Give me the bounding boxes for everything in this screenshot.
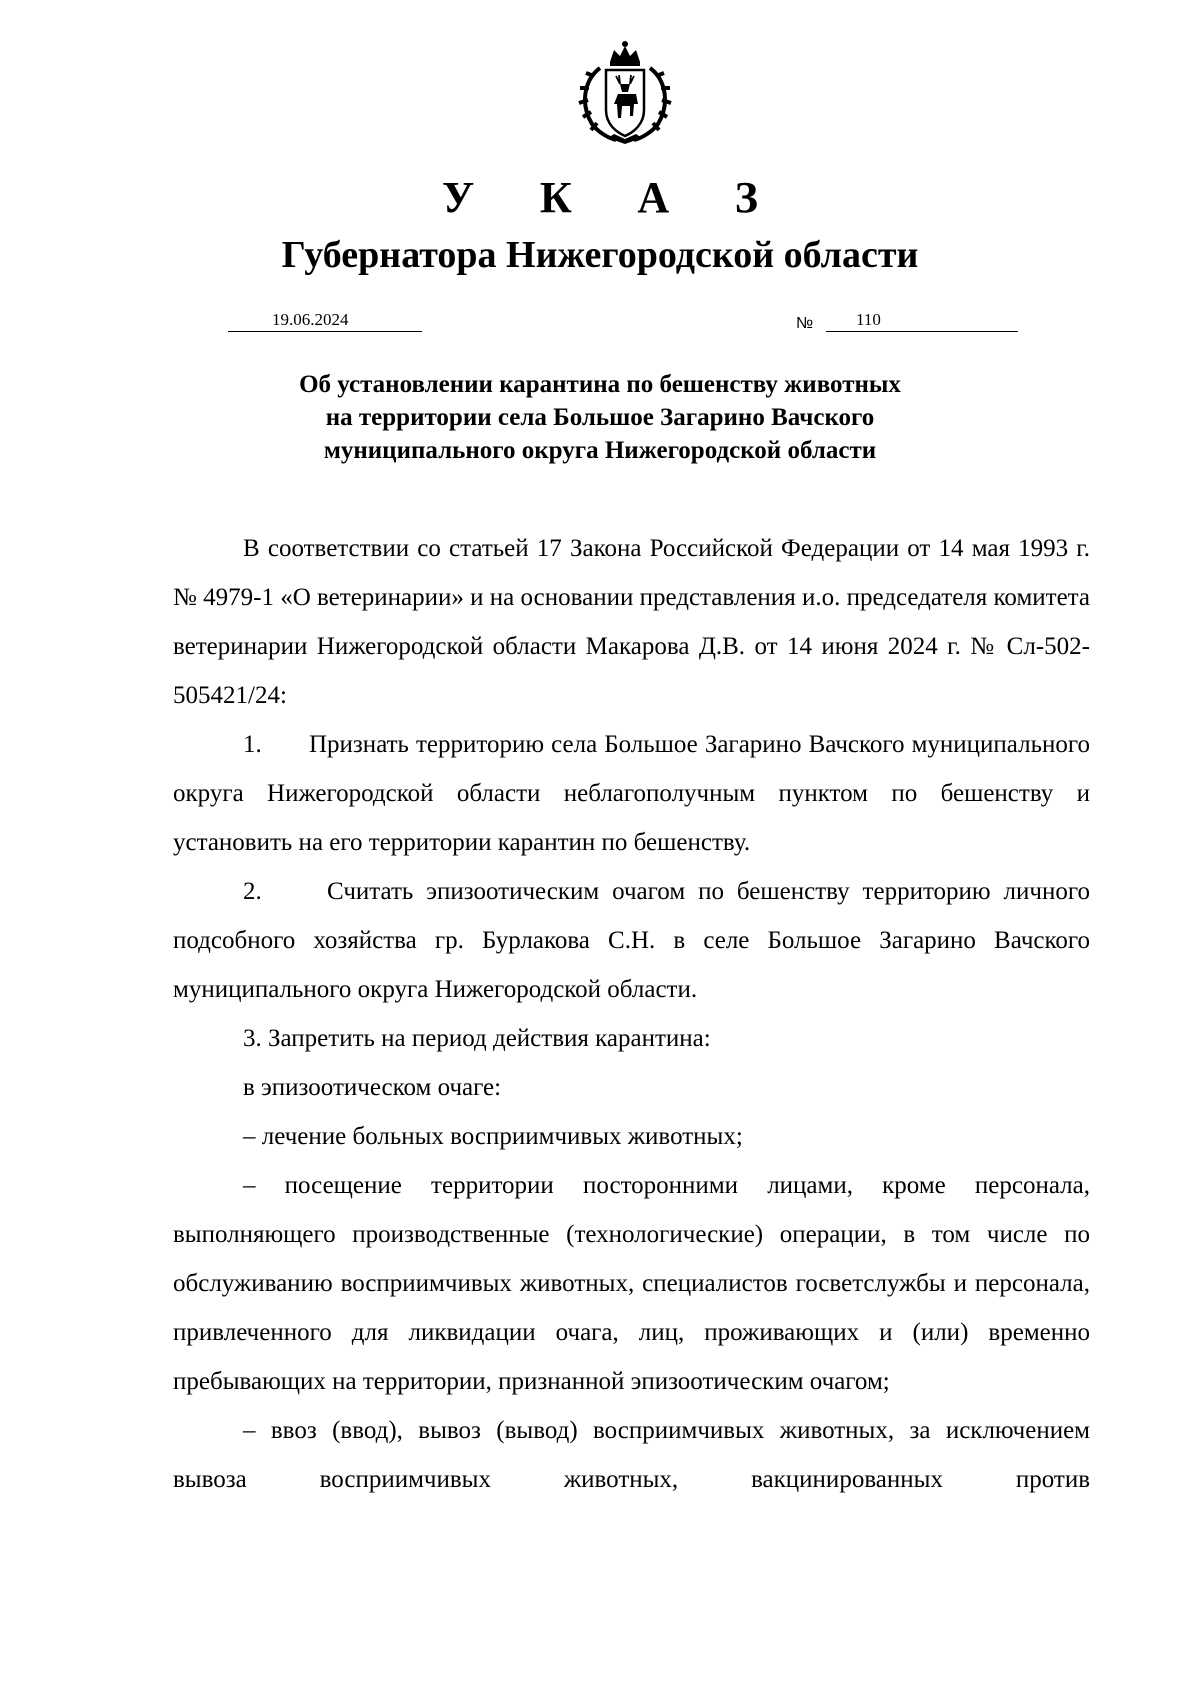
- focus-intro: в эпизоотическом очаге:: [243, 1074, 502, 1101]
- decree-heading: [0, 368, 1200, 467]
- nizhny-novgorod-coat-of-arms-icon: [570, 40, 680, 146]
- ban-item: – лечение больных восприимчивых животных;: [243, 1123, 743, 1150]
- heading-line: муниципального округа Нижегородской области: [323, 437, 877, 464]
- item-1-number: 1.: [243, 731, 262, 758]
- document-title: У К А З: [442, 173, 786, 222]
- number-label: №: [796, 315, 814, 332]
- decree-body: [173, 524, 1090, 1504]
- decree-number: 110: [826, 310, 1018, 332]
- ban-item: – ввоз (ввод), вывоз (вывод) восприимчивых животных, за исключением вывоза восприимчивых животных, вакцинированных против: [173, 1417, 1090, 1493]
- item-2-number: 2.: [243, 878, 262, 905]
- ban-item: – посещение территории посторонними лицами, кроме персонала, выполняющего производственные (технологические) операции, в том числе по обслуживанию восприимчивых животных, специалистов госветслужбы и персонала, привлеченного для ликвидации очага, лиц, проживающих и (или) временно пребывающих на территории, признанной эпизоотическим очагом;: [173, 1172, 1090, 1395]
- item-2-paragraph: [173, 867, 1090, 1014]
- item-2-text: Считать эпизоотическим очагом по бешенству территорию личного подсобного хозяйства гр. Бурлакова С.Н. в селе Большое Загарино Вачского муниципального округа Нижегородской области.: [173, 878, 1090, 1003]
- document-subtitle: Губернатора Нижегородской области: [281, 234, 919, 276]
- item-3-paragraph: 3. Запретить на период действия карантина:: [243, 1025, 711, 1052]
- decree-date: 19.06.2024: [228, 310, 422, 332]
- item-1-paragraph: [173, 720, 1090, 867]
- preamble-paragraph: В соответствии со статьей 17 Закона Российской Федерации от 14 мая 1993 г. № 4979-1 «О ветеринарии» и на основании представления и.о. председателя комитета ветеринарии Нижегородской области Макарова Д.В. от 14 июня 2024 г. № Сл-502-505421/24:: [173, 535, 1090, 709]
- heading-line: Об установлении карантина по бешенству животных: [299, 371, 901, 398]
- heading-line: на территории села Большое Загарино Вачского: [325, 404, 875, 431]
- item-1-text: Признать территорию села Большое Загарино Вачского муниципального округа Нижегородской области неблагополучным пунктом по бешенству и установить на его территории карантин по бешенству.: [173, 731, 1090, 856]
